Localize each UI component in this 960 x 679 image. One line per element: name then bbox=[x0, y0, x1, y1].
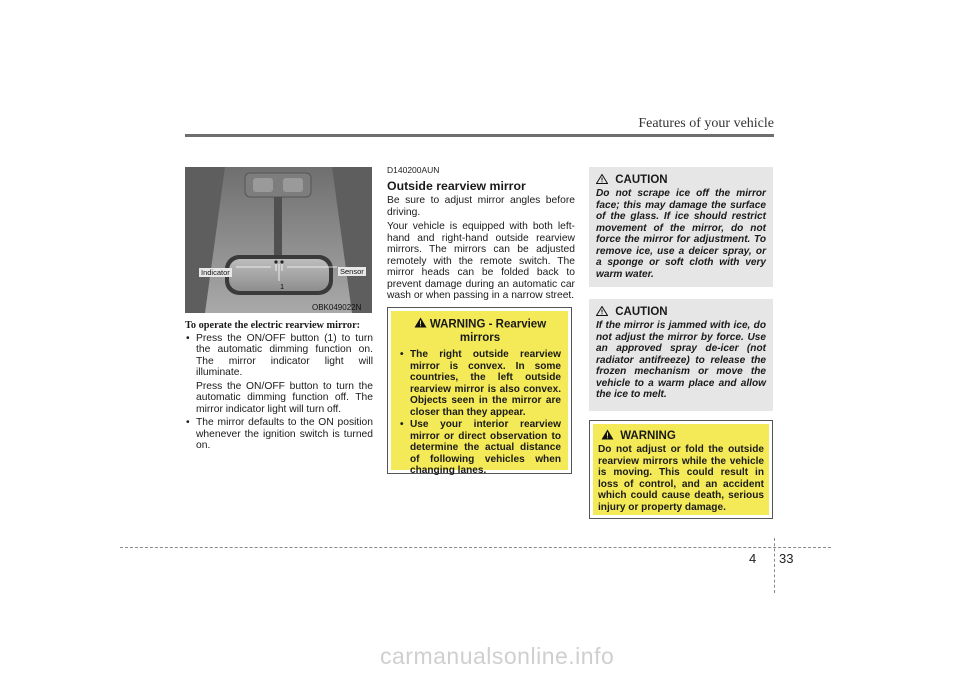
column-2 bbox=[387, 165, 575, 305]
caution-box-ice bbox=[589, 167, 773, 287]
warning-title bbox=[399, 317, 561, 345]
warning-box-fold bbox=[589, 420, 773, 519]
warning-title bbox=[598, 429, 764, 442]
caution-title bbox=[596, 174, 766, 186]
warning-bullet: • The right outside rearview mirror is convex. In some countries, the left outside rearview mirror is also convex. Objects seen in the mirror are closer than they appear. bbox=[399, 349, 561, 418]
warning-box-rearview bbox=[387, 307, 572, 474]
caution-title-text: CAUTION bbox=[615, 306, 668, 318]
indicator-label: Indicator bbox=[201, 268, 230, 277]
mirror-illustration bbox=[185, 167, 372, 313]
bullet-item: • The mirror defaults to the ON position whenever the ignition switch is turned on. bbox=[185, 417, 373, 452]
caution-title bbox=[596, 306, 766, 318]
footer-divider bbox=[774, 538, 775, 593]
warning-box-inner bbox=[391, 311, 568, 476]
warning-body: Do not adjust or fold the outside rearview mirrors while the vehicle is moving. This could result in loss of control, and an accident which could cause death, serious injury or property damage. bbox=[598, 444, 764, 513]
watermark: carmanualsonline.info bbox=[380, 643, 615, 669]
caution-body: If the mirror is jammed with ice, do not adjust the mirror by force. Use an approved spray de-icer (not radiator antifreeze) to release the frozen mechanism or move the vehicle to a warm place and allow the ice to melt. bbox=[596, 320, 766, 400]
warning-triangle-icon bbox=[601, 430, 620, 442]
caution-box-jammed bbox=[589, 299, 773, 411]
caution-body: Do not scrape ice off the mirror face; this may damage the surface of the glass. If ice should restrict movement of the mirror, do not force the mirror for adjustment. To remove ice, use a deicer spray, or a sponge or soft cloth with very warm water. bbox=[596, 188, 766, 280]
column-1 bbox=[185, 320, 373, 452]
footer-rule bbox=[120, 547, 831, 548]
section-code: D140200AUN bbox=[387, 165, 440, 175]
bullet-item: • Press the ON/OFF button (1) to turn the automatic dimming function on. The mirror indicator light will illuminate. bbox=[185, 333, 373, 379]
header-rule bbox=[185, 134, 774, 137]
warning-box-inner bbox=[593, 424, 769, 515]
page-number: 33 bbox=[779, 551, 794, 566]
sensor-label: Sensor bbox=[340, 267, 364, 276]
paragraph: Your vehicle is equipped with both left-hand and right-hand outside rearview mirrors. The mirrors can be adjusted remotely with the remote switch. The mirror heads can be folded back to prevent damage during an automatic car wash or when passing in a narrow street. bbox=[387, 221, 575, 301]
figure-code: OBK049022N bbox=[312, 303, 362, 312]
intro-text: To operate the electric rearview mirror: bbox=[185, 320, 361, 331]
caution-triangle-icon bbox=[596, 306, 615, 318]
page-header-title: Features of your vehicle bbox=[638, 116, 774, 131]
sub-paragraph: Press the ON/OFF button to turn the automatic dimming function off. The mirror indicator light will turn off. bbox=[196, 380, 373, 415]
warning-title-text: WARNING - Rearview mirrors bbox=[429, 318, 547, 344]
mirror-photo bbox=[185, 167, 372, 313]
warning-bullet: • Use your interior rearview mirror or direct observation to determine the actual distance of following vehicles when changing lanes. bbox=[399, 419, 561, 477]
caution-title-text: CAUTION bbox=[615, 174, 668, 186]
caution-triangle-icon bbox=[596, 174, 615, 186]
paragraph: Be sure to adjust mirror angles before driving. bbox=[387, 195, 575, 218]
callout-number: 1 bbox=[280, 282, 285, 291]
warning-triangle-icon bbox=[414, 317, 427, 332]
section-heading: Outside rearview mirror bbox=[387, 178, 526, 193]
warning-title-text: WARNING bbox=[620, 430, 676, 442]
chapter-number: 4 bbox=[749, 551, 757, 566]
